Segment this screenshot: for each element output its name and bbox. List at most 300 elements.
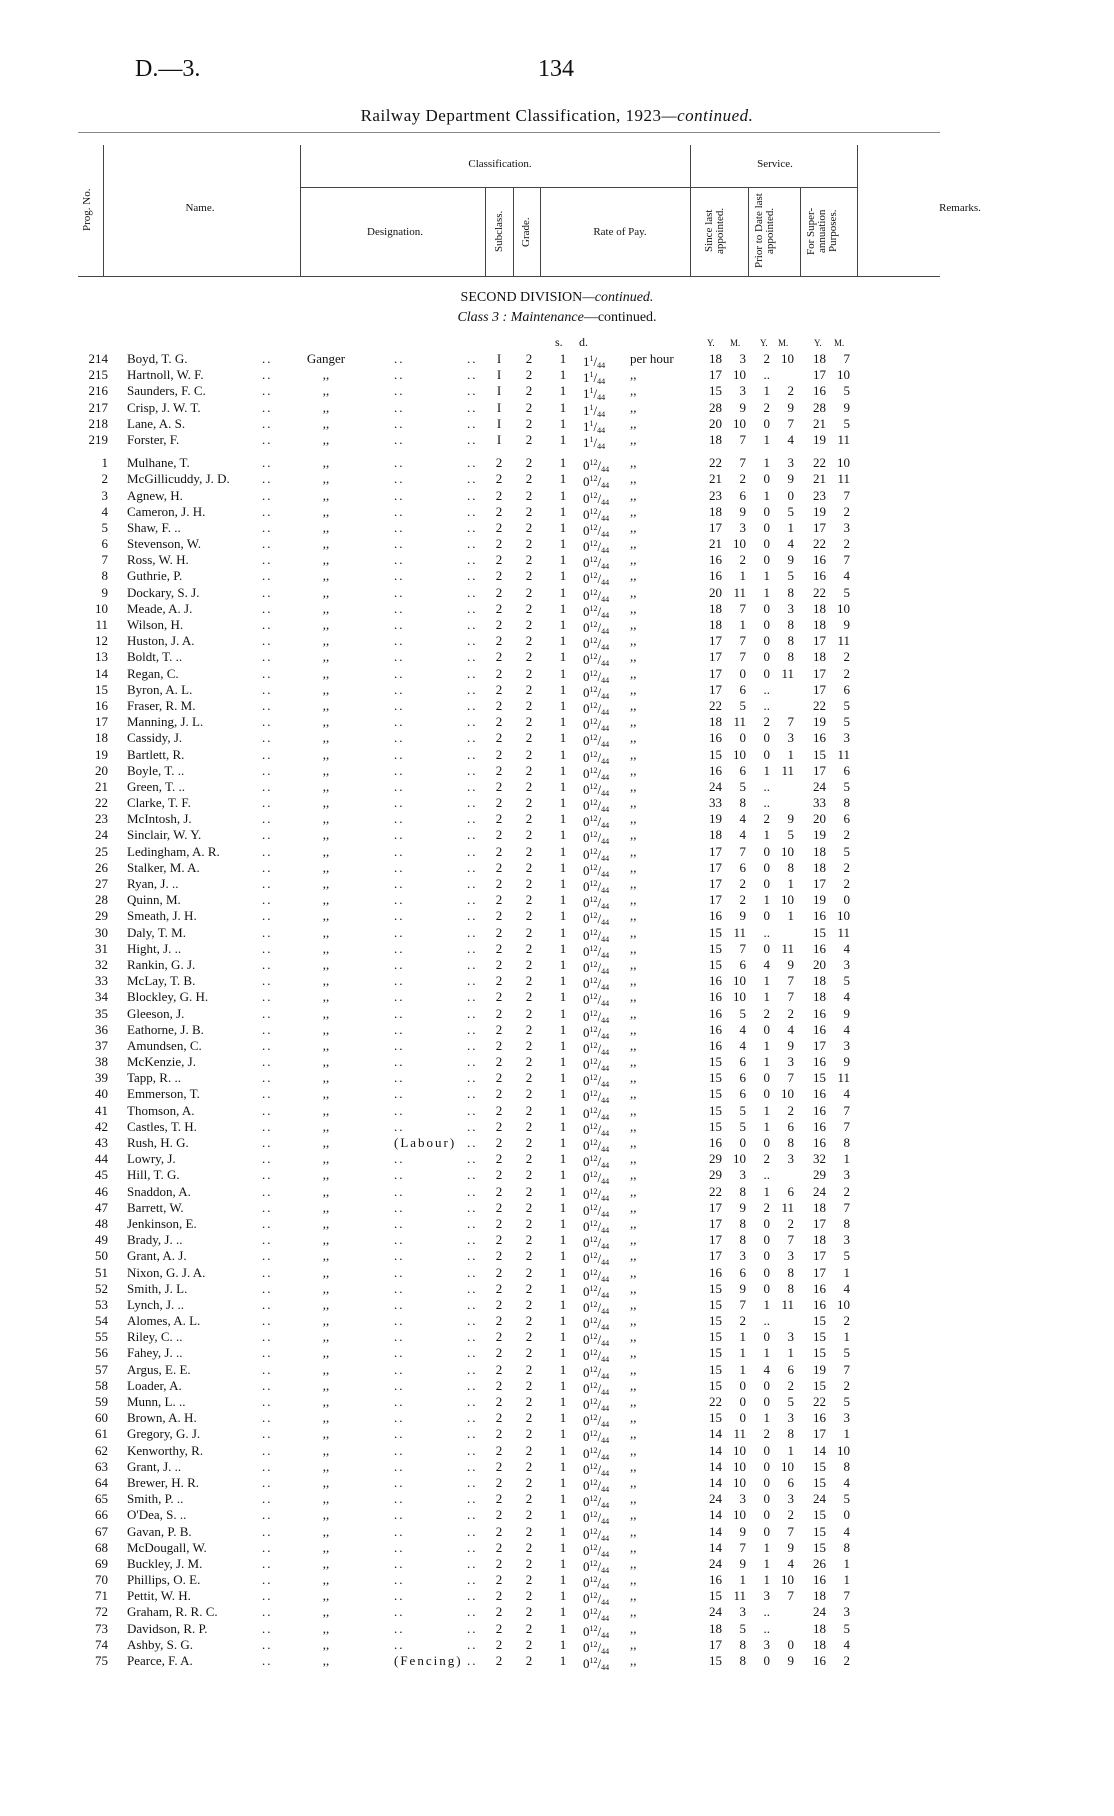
class-name: Maintenance (510, 310, 584, 325)
prior-years: 0 (763, 1523, 770, 1539)
rate-pence-denominator: 44 (601, 869, 610, 879)
rate-pence-whole: 0 (583, 1364, 590, 1380)
prior-months: 6 (787, 1118, 794, 1134)
superannuation-months: 6 (843, 681, 850, 697)
table-row (0, 746, 1114, 766)
designation: ,, (322, 924, 330, 940)
leader-dots: .. (262, 1410, 273, 1426)
prog-no: 64 (95, 1474, 108, 1490)
prior-years: 1 (763, 431, 770, 447)
since-last-months: 3 (739, 1167, 746, 1183)
grade: 2 (525, 1313, 533, 1329)
leader-dots: .. (467, 617, 478, 632)
since-last-years: 17 (709, 1215, 722, 1231)
employee-name: Smeath, J. H. (127, 908, 197, 924)
unit-shillings: s. (555, 335, 563, 349)
employee-name: Emmerson, T. (127, 1086, 200, 1102)
prior-months: 10 (781, 1458, 794, 1474)
rate-pence: $0^{12}/_{44}$ (583, 927, 610, 944)
superannuation-months: 2 (843, 1377, 850, 1393)
rate-shillings: 1 (559, 1296, 567, 1312)
table-row (0, 649, 1114, 669)
rate-shillings: 1 (559, 940, 567, 956)
table-row (0, 552, 1114, 572)
subclass: 2 (495, 908, 503, 924)
prog-no: 18 (95, 730, 108, 746)
prior-months: 4 (787, 536, 794, 552)
vrule-sub (513, 188, 514, 276)
leader-dots: .. (394, 940, 405, 956)
employee-name: Cameron, J. H. (127, 503, 206, 519)
rate-per: ,, (630, 1296, 637, 1312)
leader-dots: .. (262, 908, 273, 924)
employee-name: Pettit, W. H. (127, 1588, 191, 1604)
prior-years: 2 (763, 714, 770, 730)
rate-pence-numerator: 12 (589, 1558, 598, 1568)
superannuation-months: 1 (843, 1264, 850, 1280)
leader-dots: .. (467, 1572, 478, 1588)
rate-shillings: 1 (559, 1199, 567, 1215)
rate-shillings: 1 (559, 1167, 567, 1183)
leader-dots: .. (467, 1620, 478, 1636)
superannuation-years: 19 (813, 892, 826, 908)
table-row (0, 892, 1114, 912)
prior-months: 6 (787, 1361, 794, 1377)
rate-pence-denominator: 44 (601, 1420, 610, 1430)
prior-months: 1 (787, 746, 794, 762)
since-last-months: 9 (739, 1280, 746, 1296)
rate-pence-denominator: 44 (601, 578, 610, 588)
employee-name: Amundsen, C. (127, 1037, 202, 1053)
rate-per: ,, (630, 989, 637, 1005)
employee-name: Lynch, J. .. (127, 1296, 185, 1312)
prior-months: 11 (781, 1199, 794, 1215)
rate-pence: $0^{12}/_{44}$ (583, 1558, 610, 1575)
rate-per: ,, (630, 1151, 637, 1167)
designation: ,, (322, 843, 330, 859)
rate-pence-whole: 0 (583, 652, 590, 668)
prog-no: 69 (95, 1555, 108, 1571)
superannuation-years: 15 (813, 1507, 826, 1523)
rate-pence-denominator: 44 (601, 821, 610, 831)
rate-pence-denominator: 44 (601, 1404, 610, 1413)
designation: ,, (322, 665, 330, 681)
rate-shillings: 1 (559, 399, 567, 415)
prior-months: 8 (787, 1280, 794, 1296)
prior-months: 11 (781, 762, 794, 778)
prog-no: 50 (95, 1248, 108, 1264)
leader-dots: .. (467, 956, 478, 972)
prior-years: 1 (763, 827, 770, 843)
rate-pence-numerator: 12 (589, 1364, 598, 1374)
rate-pence-numerator: 12 (589, 1024, 598, 1034)
row-spacer (0, 448, 1114, 455)
prior-months: 5 (787, 827, 794, 843)
employee-name: Brown, A. H. (127, 1410, 197, 1426)
superannuation-months: 4 (843, 1523, 850, 1539)
rate-pence: $0^{12}/_{44}$ (583, 506, 610, 523)
rate-pence-numerator: 12 (589, 830, 598, 840)
rate-pence-whole: 0 (583, 1397, 590, 1412)
superannuation-months: 3 (843, 1232, 850, 1248)
prior-years: 2 (763, 811, 770, 827)
rate-pence: $1^1/_{44}$ (583, 434, 606, 451)
rate-pence-whole: 0 (583, 830, 590, 846)
rate-per: ,, (630, 1636, 637, 1652)
since-last-years: 15 (709, 1118, 722, 1134)
since-last-months: 3 (739, 351, 746, 366)
table-row (0, 940, 1114, 960)
table-row (0, 908, 1114, 928)
prior-months: 7 (787, 1523, 794, 1539)
leader-dots: .. (394, 351, 405, 366)
leader-dots: .. (394, 1410, 405, 1426)
superannuation-months: 3 (843, 1410, 850, 1426)
grade: 2 (525, 584, 533, 600)
rate-per: ,, (630, 1248, 637, 1264)
prior-months: 4 (787, 1021, 794, 1037)
table-row (0, 924, 1114, 944)
superannuation-years: 21 (813, 471, 826, 487)
prior-months: 1 (787, 519, 794, 535)
prior-years: 1 (763, 1037, 770, 1053)
rate-per: ,, (630, 1086, 637, 1102)
subclass: 2 (495, 1037, 503, 1053)
prior-years: 1 (763, 762, 770, 778)
leader-dots: .. (394, 1572, 405, 1588)
prior-years: 0 (763, 1232, 770, 1248)
rate-shillings: 1 (559, 1539, 567, 1555)
superannuation-months: 5 (843, 584, 850, 600)
superannuation-months: 3 (843, 1604, 850, 1620)
grade: 2 (525, 1474, 533, 1490)
prog-no: 41 (95, 1102, 108, 1118)
table-row (0, 351, 1114, 370)
rate-pence: $0^{12}/_{44}$ (583, 1089, 610, 1106)
employee-name: Buckley, J. M. (127, 1555, 203, 1571)
prior-months: 3 (787, 1054, 794, 1070)
subclass: 2 (495, 1361, 503, 1377)
designation: ,, (322, 617, 330, 632)
table-row (0, 762, 1114, 782)
col-rate-of-pay: Rate of Pay. (593, 226, 647, 238)
since-last-months: 10 (733, 415, 746, 431)
rate-shillings: 1 (559, 1345, 567, 1361)
leader-dots: .. (394, 1086, 405, 1102)
leader-dots: .. (467, 1426, 478, 1442)
table-row (0, 1345, 1114, 1365)
leader-dots: .. (394, 367, 405, 383)
rate-shillings: 1 (559, 519, 567, 535)
since-last-months: 3 (739, 1604, 746, 1620)
since-last-months: 11 (733, 584, 746, 600)
superannuation-months: 1 (843, 1329, 850, 1345)
rate-pence: $0^{12}/_{44}$ (583, 1461, 610, 1478)
prog-no: 11 (95, 617, 108, 632)
superannuation-months: 11 (837, 746, 850, 762)
rate-pence-denominator: 44 (601, 465, 610, 475)
since-last-months: 3 (739, 383, 746, 399)
leader-dots: .. (262, 1135, 273, 1150)
leader-dots: .. (467, 1458, 478, 1474)
prior-years: 1 (763, 1054, 770, 1070)
subclass: 2 (495, 827, 503, 843)
leader-dots: .. (262, 1215, 273, 1231)
rate-per: ,, (630, 1183, 637, 1199)
rate-shillings: 1 (559, 1620, 567, 1636)
subclass: 2 (495, 1458, 503, 1474)
rate-pence-denominator: 44 (601, 1274, 610, 1284)
designation: ,, (322, 455, 330, 471)
leader-dots: .. (262, 431, 273, 447)
rate-per: ,, (630, 1588, 637, 1604)
prior-months: 4 (787, 1555, 794, 1571)
designation: ,, (322, 1345, 330, 1361)
table-row (0, 1199, 1114, 1219)
superannuation-months: 0 (843, 1507, 850, 1523)
prog-no: 67 (95, 1523, 108, 1539)
since-last-years: 15 (709, 1329, 722, 1345)
rate-pence-whole: 0 (583, 1445, 590, 1461)
rate-pence-numerator: 12 (589, 1623, 598, 1633)
rate-per: ,, (630, 1135, 637, 1150)
superannuation-months: 5 (843, 383, 850, 399)
superannuation-years: 23 (813, 487, 826, 503)
leader-dots: .. (394, 552, 405, 568)
prior-years: 0 (763, 1329, 770, 1345)
grade: 2 (525, 1604, 533, 1620)
prog-no: 219 (88, 431, 108, 447)
rate-pence-denominator: 44 (601, 1128, 610, 1138)
prog-no: 62 (95, 1442, 108, 1458)
rate-per: ,, (630, 1037, 637, 1053)
employee-name: Byron, A. L. (127, 681, 193, 697)
rate-pence-whole: 0 (583, 895, 590, 911)
rate-shillings: 1 (559, 973, 567, 989)
col-service: Service. (757, 158, 793, 170)
table-row (0, 1151, 1114, 1171)
superannuation-months: 6 (843, 811, 850, 827)
since-last-years: 16 (709, 1264, 722, 1280)
rate-pence: $0^{12}/_{44}$ (583, 636, 610, 653)
table-row (0, 568, 1114, 588)
vrule-prior (800, 188, 801, 276)
rate-pence-whole: 0 (583, 636, 590, 652)
rate-pence-whole: 0 (583, 1461, 590, 1477)
rate-pence-whole: 0 (583, 717, 590, 733)
rate-pence-denominator: 44 (601, 1646, 610, 1656)
prog-no: 23 (95, 811, 108, 827)
rate-pence: $0^{12}/_{44}$ (583, 1267, 610, 1284)
leader-dots: .. (467, 1232, 478, 1248)
table-row (0, 1620, 1114, 1640)
since-last-months: 1 (739, 1572, 746, 1588)
rate-per: ,, (630, 1653, 637, 1668)
since-last-months: 10 (733, 989, 746, 1005)
rate-shillings: 1 (559, 1507, 567, 1523)
since-last-years: 17 (709, 843, 722, 859)
grade: 2 (525, 1507, 533, 1523)
rate-pence: $0^{12}/_{44}$ (583, 539, 610, 556)
rate-pence: $0^{12}/_{44}$ (583, 1283, 610, 1300)
subclass: 2 (495, 1215, 503, 1231)
rate-pence: $0^{12}/_{44}$ (583, 1494, 610, 1511)
superannuation-months: 3 (843, 1167, 850, 1183)
designation: ,, (322, 827, 330, 843)
subclass: 2 (495, 1507, 503, 1523)
grade: 2 (525, 973, 533, 989)
rate-pence-whole: 0 (583, 668, 590, 684)
designation: ,, (322, 503, 330, 519)
superannuation-years: 16 (813, 730, 826, 746)
superannuation-months: 4 (843, 1086, 850, 1102)
employee-name: Guthrie, P. (127, 568, 183, 584)
leader-dots: .. (262, 714, 273, 730)
grade: 2 (525, 924, 533, 940)
since-last-months: 2 (739, 1313, 746, 1329)
subclass: 2 (495, 746, 503, 762)
since-last-months: 2 (739, 876, 746, 891)
rate-pence-numerator: 12 (589, 652, 598, 662)
since-last-months: 9 (739, 503, 746, 519)
rate-pence-whole: 0 (583, 1235, 590, 1251)
rate-per: ,, (630, 1313, 637, 1329)
employee-name: Regan, C. (127, 665, 179, 681)
prior-years: 1 (763, 1539, 770, 1555)
grade: 2 (525, 552, 533, 568)
rate-pence-denominator: 44 (601, 999, 610, 1009)
superannuation-years: 18 (813, 649, 826, 665)
since-last-years: 17 (709, 649, 722, 665)
rate-pence-whole: 0 (583, 1477, 590, 1493)
leader-dots: .. (394, 1021, 405, 1037)
prior-years: 0 (763, 859, 770, 875)
leader-dots: .. (467, 552, 478, 568)
since-last-months: 0 (739, 1135, 746, 1150)
grade: 2 (525, 1280, 533, 1296)
rate-per: ,, (630, 892, 637, 908)
leader-dots: .. (262, 351, 273, 366)
rate-pence-whole: 0 (583, 1639, 590, 1655)
rate-shillings: 1 (559, 1280, 567, 1296)
grade: 2 (525, 519, 533, 535)
rate-pence-numerator: 12 (589, 943, 598, 953)
leader-dots: .. (262, 568, 273, 584)
designation: ,, (322, 487, 330, 503)
leader-dots: .. (467, 1507, 478, 1523)
since-last-years: 21 (709, 471, 722, 487)
subclass: 2 (495, 859, 503, 875)
prior-months: 10 (781, 1572, 794, 1588)
superannuation-years: 16 (813, 1118, 826, 1134)
superannuation-years: 18 (813, 1636, 826, 1652)
prior-years: 0 (763, 552, 770, 568)
prior-years: 1 (763, 1102, 770, 1118)
designation: ,, (322, 1539, 330, 1555)
prior-years: 2 (763, 351, 770, 366)
rate-shillings: 1 (559, 811, 567, 827)
since-last-months: 7 (739, 843, 746, 859)
leader-dots: .. (262, 1102, 273, 1118)
superannuation-months: 7 (843, 552, 850, 568)
subclass: 2 (495, 1313, 503, 1329)
prior-years: 1 (763, 487, 770, 503)
rate-shillings: 1 (559, 1329, 567, 1345)
prog-no: 17 (95, 714, 108, 730)
grade: 2 (525, 1572, 533, 1588)
rate-shillings: 1 (559, 1037, 567, 1053)
prog-no: 63 (95, 1458, 108, 1474)
prior-years: 0 (763, 746, 770, 762)
leader-dots: .. (394, 1151, 405, 1167)
rate-per: ,, (630, 1394, 637, 1409)
division-name: SECOND DIVISION (460, 290, 583, 305)
superannuation-years: 22 (813, 455, 826, 471)
rate-pence: $0^{12}/_{44}$ (583, 862, 610, 879)
superannuation-years: 33 (813, 795, 826, 811)
superannuation-months: 5 (843, 697, 850, 713)
subclass: 2 (495, 600, 503, 616)
vrule-prog (103, 145, 104, 276)
prior-years: 0 (763, 633, 770, 649)
prior-months: 2 (787, 1102, 794, 1118)
employee-name: Smith, P. .. (127, 1491, 184, 1507)
prog-no: 59 (95, 1394, 108, 1409)
leader-dots: .. (467, 1054, 478, 1070)
since-last-months: 8 (739, 1215, 746, 1231)
rate-pence-whole: 0 (583, 911, 590, 927)
grade: 2 (525, 714, 533, 730)
rate-pence-denominator: 44 (601, 497, 610, 507)
leader-dots: .. (394, 1183, 405, 1199)
division-continued: —continued. (582, 290, 654, 305)
leader-dots: .. (467, 827, 478, 843)
rate-pence-whole: 0 (583, 571, 590, 587)
designation: ,, (322, 730, 330, 746)
rate-pence: $0^{12}/_{44}$ (583, 1218, 610, 1235)
prior-years: 0 (763, 730, 770, 746)
rate-per: per hour (630, 351, 674, 366)
designation: ,, (322, 1167, 330, 1183)
leader-dots: .. (262, 1555, 273, 1571)
subclass: 2 (495, 536, 503, 552)
superannuation-years: 22 (813, 536, 826, 552)
designation: ,, (322, 876, 330, 891)
leader-dots: .. (394, 568, 405, 584)
prog-no: 54 (95, 1313, 108, 1329)
rate-pence-whole: 1 (583, 370, 590, 386)
rate-shillings: 1 (559, 1183, 567, 1199)
rate-per: ,, (630, 859, 637, 875)
employee-name: Green, T. .. (127, 778, 185, 794)
since-last-years: 18 (709, 431, 722, 447)
leader-dots: .. (262, 778, 273, 794)
rate-per: ,, (630, 617, 637, 632)
rate-pence: $0^{12}/_{44}$ (583, 1057, 610, 1074)
superannuation-years: 17 (813, 633, 826, 649)
rate-pence-denominator: 44 (601, 1064, 610, 1074)
rate-per: ,, (630, 827, 637, 843)
rate-pence-whole: 0 (583, 1057, 590, 1073)
rate-pence: $0^{12}/_{44}$ (583, 1607, 610, 1624)
superannuation-years: 16 (813, 552, 826, 568)
prior-years: 2 (763, 1199, 770, 1215)
leader-dots: .. (262, 383, 273, 399)
leader-dots: .. (467, 778, 478, 794)
rate-pence-numerator: 12 (589, 1526, 598, 1536)
grade: 2 (525, 1426, 533, 1442)
rate-pence: $0^{12}/_{44}$ (583, 1526, 610, 1543)
